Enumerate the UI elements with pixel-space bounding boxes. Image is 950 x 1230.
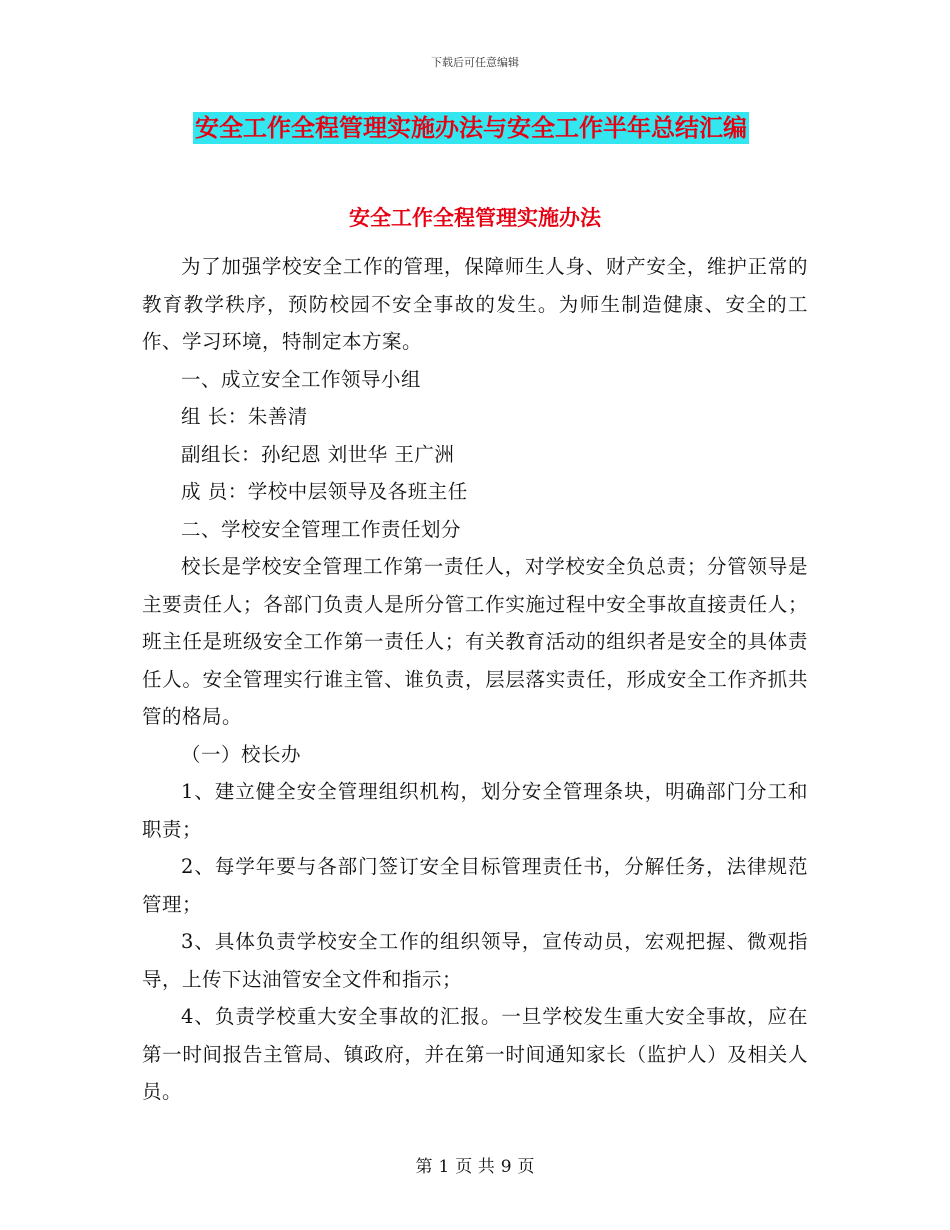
page-label-mid: 页 共 — [455, 1157, 495, 1177]
list-item: 3、具体负责学校安全工作的组织领导，宣传动员，宏观把握、微观指导，上传下达油管安全文件和指示； — [142, 930, 808, 991]
page-footer — [0, 1152, 950, 1177]
group-leader-line: 组 长：朱善清 — [181, 405, 308, 428]
paragraph-intro: 为了加强学校安全工作的管理，保障师生人身、财产安全，维护正常的教育教学秩序，预防校园不安全事故的发生。为师生制造健康、安全的工作、学习环境，特制定本方案。 — [142, 255, 808, 353]
subheading-principal-office: （一）校长办 — [181, 742, 302, 766]
body-text — [142, 248, 808, 1111]
page-number: 1 — [438, 1157, 450, 1177]
header-note: 下载后可任意编辑 — [431, 56, 519, 69]
page-label-prefix: 第 — [415, 1157, 433, 1177]
heading-responsibility-division: 二、学校安全管理工作责任划分 — [181, 517, 462, 541]
members-line: 成 员：学校中层领导及各班主任 — [181, 480, 468, 503]
document-title: 安全工作全程管理实施办法与安全工作半年总结汇编 — [195, 114, 747, 142]
list-item: 2、每学年要与各部门签订安全目标管理责任书，分解任务，法律规范管理； — [142, 855, 808, 916]
paragraph-responsibility: 校长是学校安全管理工作第一责任人，对学校安全负总责；分管领导是主要责任人；各部门负责人是所分管工作实施过程中安全事故直接责任人；班主任是班级安全工作第一责任人；有关教育活动的组织者是安全的具体责任人。安全管理实行谁主管、谁负责，层层落实责任，形成安全工作齐抓共管的格局。 — [142, 555, 808, 728]
page-label-suffix: 页 — [517, 1157, 535, 1177]
list-item: 4、负责学校重大安全事故的汇报。一旦学校发生重大安全事故，应在第一时间报告主管局、镇政府，并在第一时间通知家长（监护人）及相关人员。 — [142, 1005, 808, 1103]
list-item: 1、建立健全安全管理组织机构，划分安全管理条块，明确部门分工和职责； — [142, 780, 808, 841]
deputy-leader-line: 副组长：孙纪恩 刘世华 王广洲 — [181, 442, 455, 466]
total-pages: 9 — [500, 1157, 512, 1177]
heading-leadership-group: 一、成立安全工作领导小组 — [181, 367, 422, 391]
section-title: 安全工作全程管理实施办法 — [349, 206, 601, 230]
